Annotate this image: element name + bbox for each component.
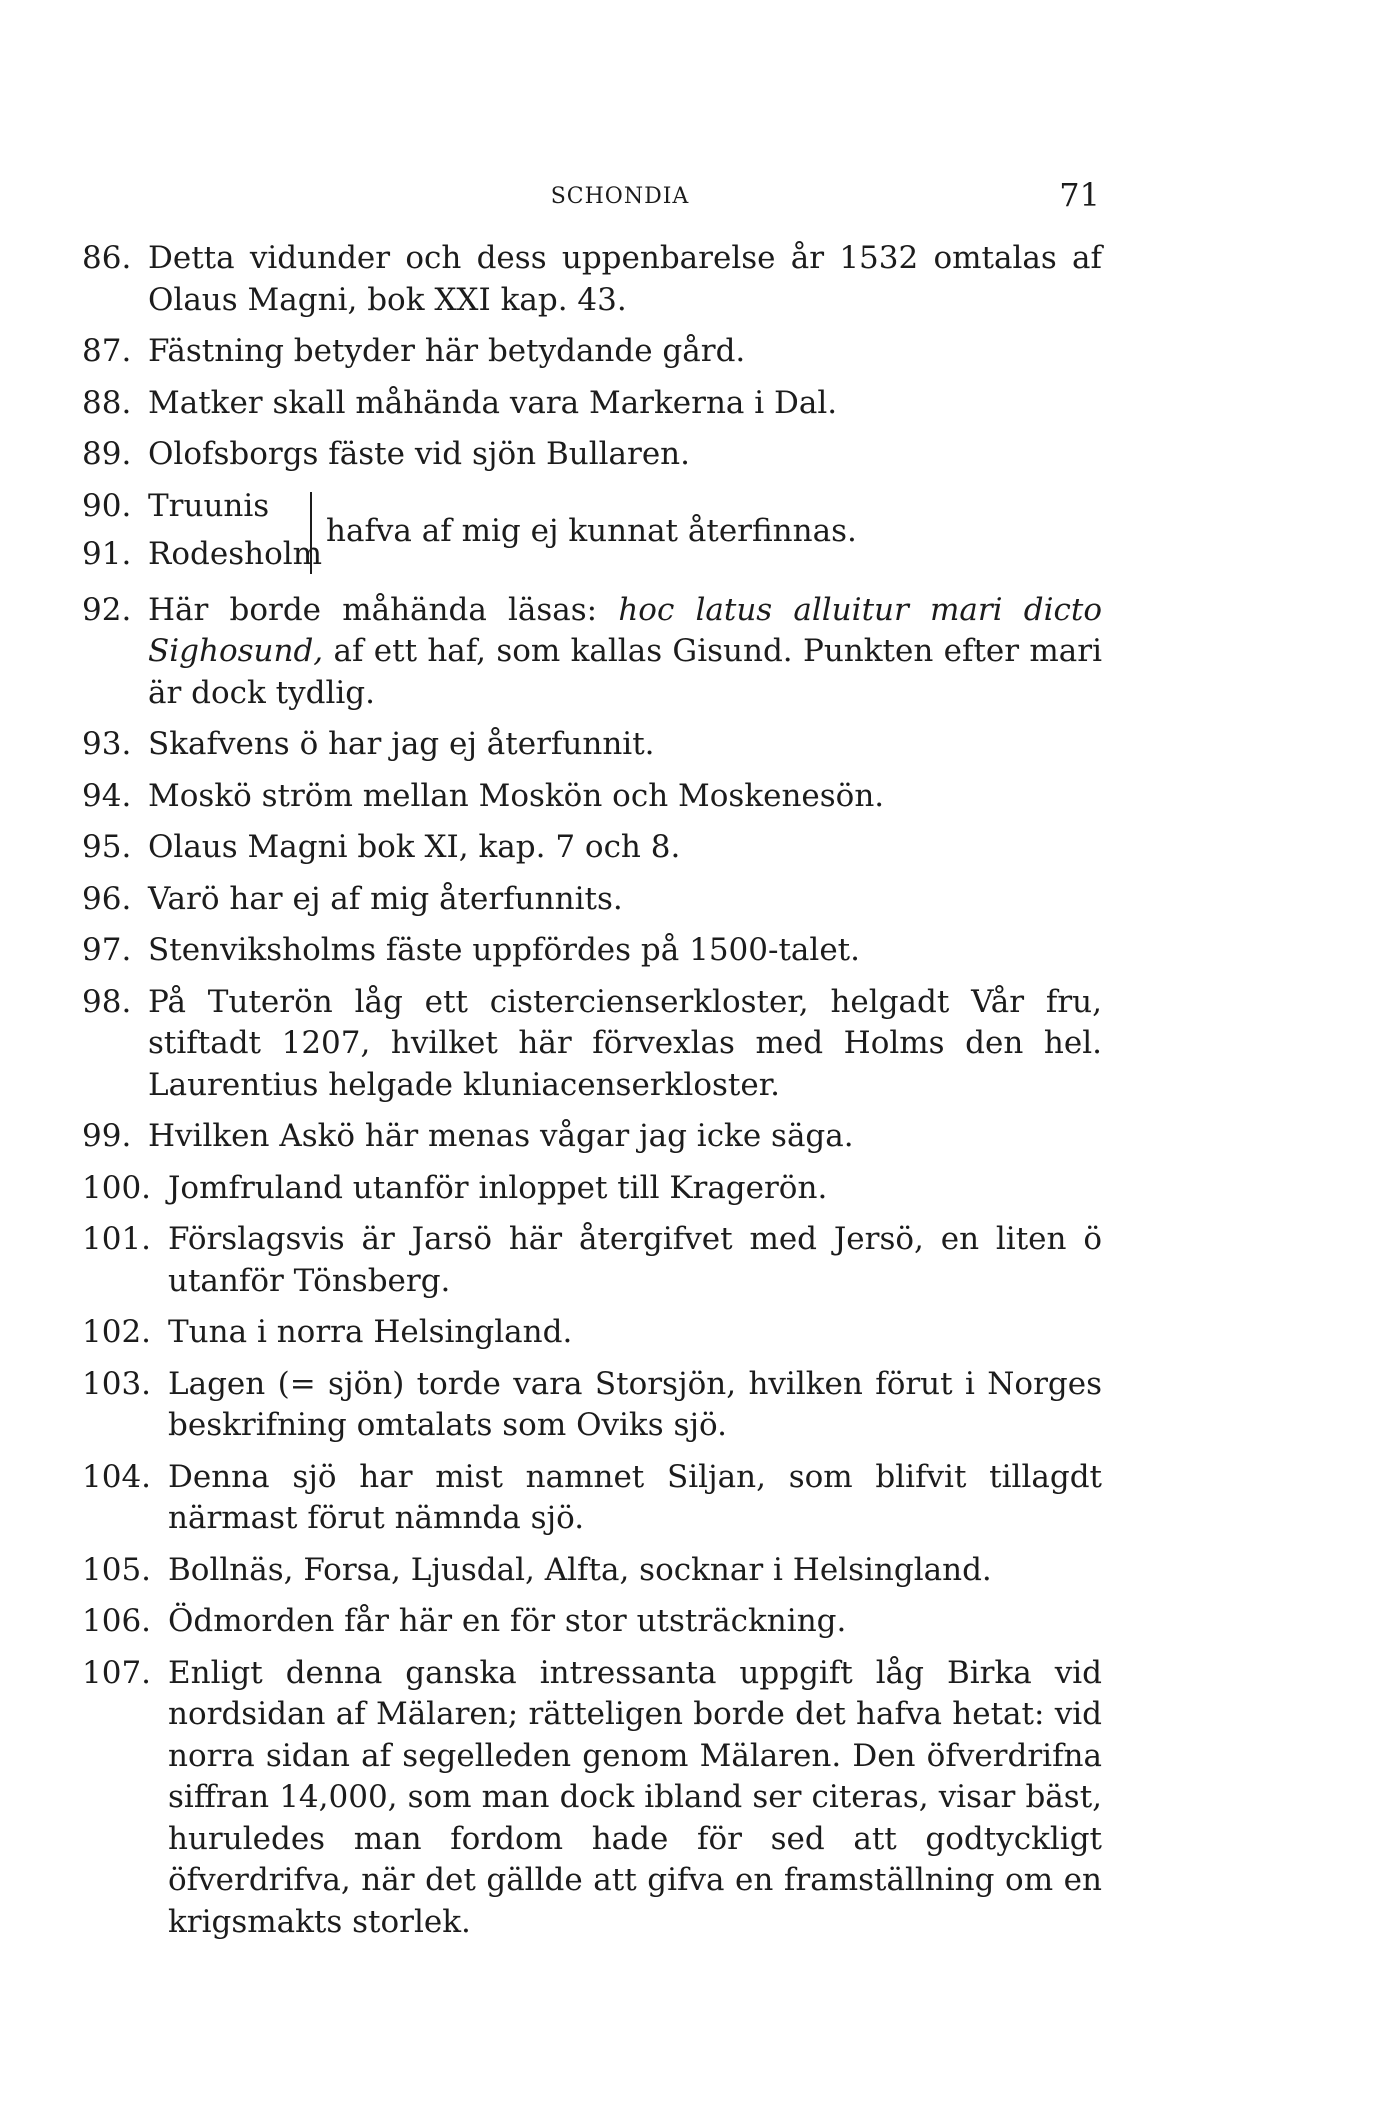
note-number: 88. (82, 384, 132, 421)
shared-note-text: hafva af mig ej kunnat återfinnas. (326, 512, 857, 549)
note-98 (82, 982, 1102, 1107)
note-number: 91. (82, 535, 132, 572)
note-number: 107. (82, 1654, 152, 1691)
note-text: Tuna i norra Helsingland. (168, 1314, 573, 1350)
note-text: Moskö ström mellan Moskön och Moskenesön. (148, 777, 885, 814)
note-103 (82, 1364, 1102, 1447)
note-number: 89. (82, 436, 132, 472)
latin-quote: hoc latus alluitur mari dicto Sighosund, (148, 591, 1103, 669)
note-text: Ödmorden får här en för stor utsträckning. (168, 1603, 847, 1639)
note-text: Matker skall måhända vara Markerna i Dal. (148, 384, 838, 421)
running-title: SCHONDIA (550, 184, 690, 209)
note-number: 103. (82, 1365, 152, 1402)
note-number: 95. (82, 829, 132, 865)
note-94 (82, 776, 1102, 818)
note-86 (82, 238, 1102, 321)
note-text: Varö har ej af mig återfunnits. (148, 880, 623, 917)
note-text: Truunis (148, 487, 270, 524)
note-number: 98. (82, 983, 132, 1020)
note-number: 105. (82, 1551, 152, 1588)
note-number: 90. (82, 487, 132, 524)
note-90-91-group (82, 486, 1102, 582)
note-88 (82, 383, 1102, 425)
note-99 (82, 1116, 1102, 1158)
note-text: Skafvens ö har jag ej återfunnit. (148, 726, 655, 762)
note-text: Enligt denna ganska intressanta uppgift låg Birka vid nordsidan af Mälaren; rätteligen borde det hafva hetat: vid norra sidan af segelleden genom Mälaren. Den öfverdrifna siffran 14,000, som man dock ibland ser citeras, visar bäst, huruledes man fordom hade för sed att godtyckligt öfverdrifva, när det gällde att gifva en framställning om en krigsmakts storlek. (168, 1654, 1102, 1940)
note-number: 86. (82, 240, 132, 276)
note-number: 99. (82, 1118, 132, 1154)
note-number: 102. (82, 1314, 152, 1350)
note-text: På Tuterön låg ett cistercienserkloster, helgadt Vår fru, stiftadt 1207, hvilket här förvexlas med Holms den hel. Laurentius helgade kluniacenserkloster. (148, 983, 1102, 1103)
note-text: Stenviksholms fäste uppfördes på 1500-talet. (148, 932, 860, 968)
note-102 (82, 1312, 1102, 1354)
running-head (140, 176, 1100, 216)
note-number: 92. (82, 591, 132, 628)
note-number: 106. (82, 1603, 152, 1639)
note-87 (82, 331, 1102, 373)
note-100 (82, 1168, 1102, 1210)
note-text-post: af ett haf, som kallas Gisund. Punkten efter mari är dock tydlig. (148, 633, 1102, 711)
note-text: Hvilken Askö här menas vågar jag icke säga. (148, 1118, 854, 1154)
note-106 (82, 1601, 1102, 1643)
note-text: Olofsborgs fäste vid sjön Bullaren. (148, 436, 691, 472)
note-92 (82, 590, 1102, 715)
note-101 (82, 1219, 1102, 1302)
note-text: Förslagsvis är Jarsö här återgifvet med Jersö, en liten ö utanför Tönsberg. (168, 1221, 1102, 1299)
note-95 (82, 827, 1102, 869)
note-104 (82, 1457, 1102, 1540)
note-text: Rodesholm (148, 535, 323, 572)
note-text: Detta vidunder och dess uppenbarelse år 1532 omtalas af Olaus Magni, bok XXI kap. 43. (148, 240, 1102, 318)
note-105 (82, 1550, 1102, 1592)
note-97 (82, 930, 1102, 972)
note-number: 96. (82, 880, 132, 917)
brace (300, 492, 312, 574)
note-number: 101. (82, 1221, 152, 1257)
note-number: 94. (82, 777, 132, 814)
note-number: 93. (82, 726, 132, 762)
note-107 (82, 1653, 1102, 1944)
note-text: Bollnäs, Forsa, Ljusdal, Alfta, socknar i Helsingland. (168, 1551, 992, 1588)
note-text: Olaus Magni bok XI, kap. 7 och 8. (148, 829, 681, 865)
note-number: 97. (82, 932, 132, 968)
note-96 (82, 879, 1102, 921)
page-number: 71 (1059, 176, 1100, 214)
note-text: Lagen (= sjön) torde vara Storsjön, hvilken förut i Norges beskrifning omtalats som Oviks sjö. (168, 1365, 1102, 1443)
note-text: Jomfruland utanför inloppet till Kragerön. (168, 1169, 828, 1206)
note-number: 104. (82, 1458, 152, 1495)
note-number: 100. (82, 1169, 152, 1206)
note-text: Fästning betyder här betydande gård. (148, 333, 746, 369)
note-89 (82, 434, 1102, 476)
note-text-pre: Här borde måhända läsas: (148, 591, 619, 628)
note-text (148, 590, 1102, 715)
note-93 (82, 724, 1102, 766)
note-number: 87. (82, 333, 132, 369)
notes-list (82, 238, 1102, 1953)
note-text: Denna sjö har mist namnet Siljan, som blifvit tillagdt närmast förut nämnda sjö. (168, 1458, 1102, 1536)
